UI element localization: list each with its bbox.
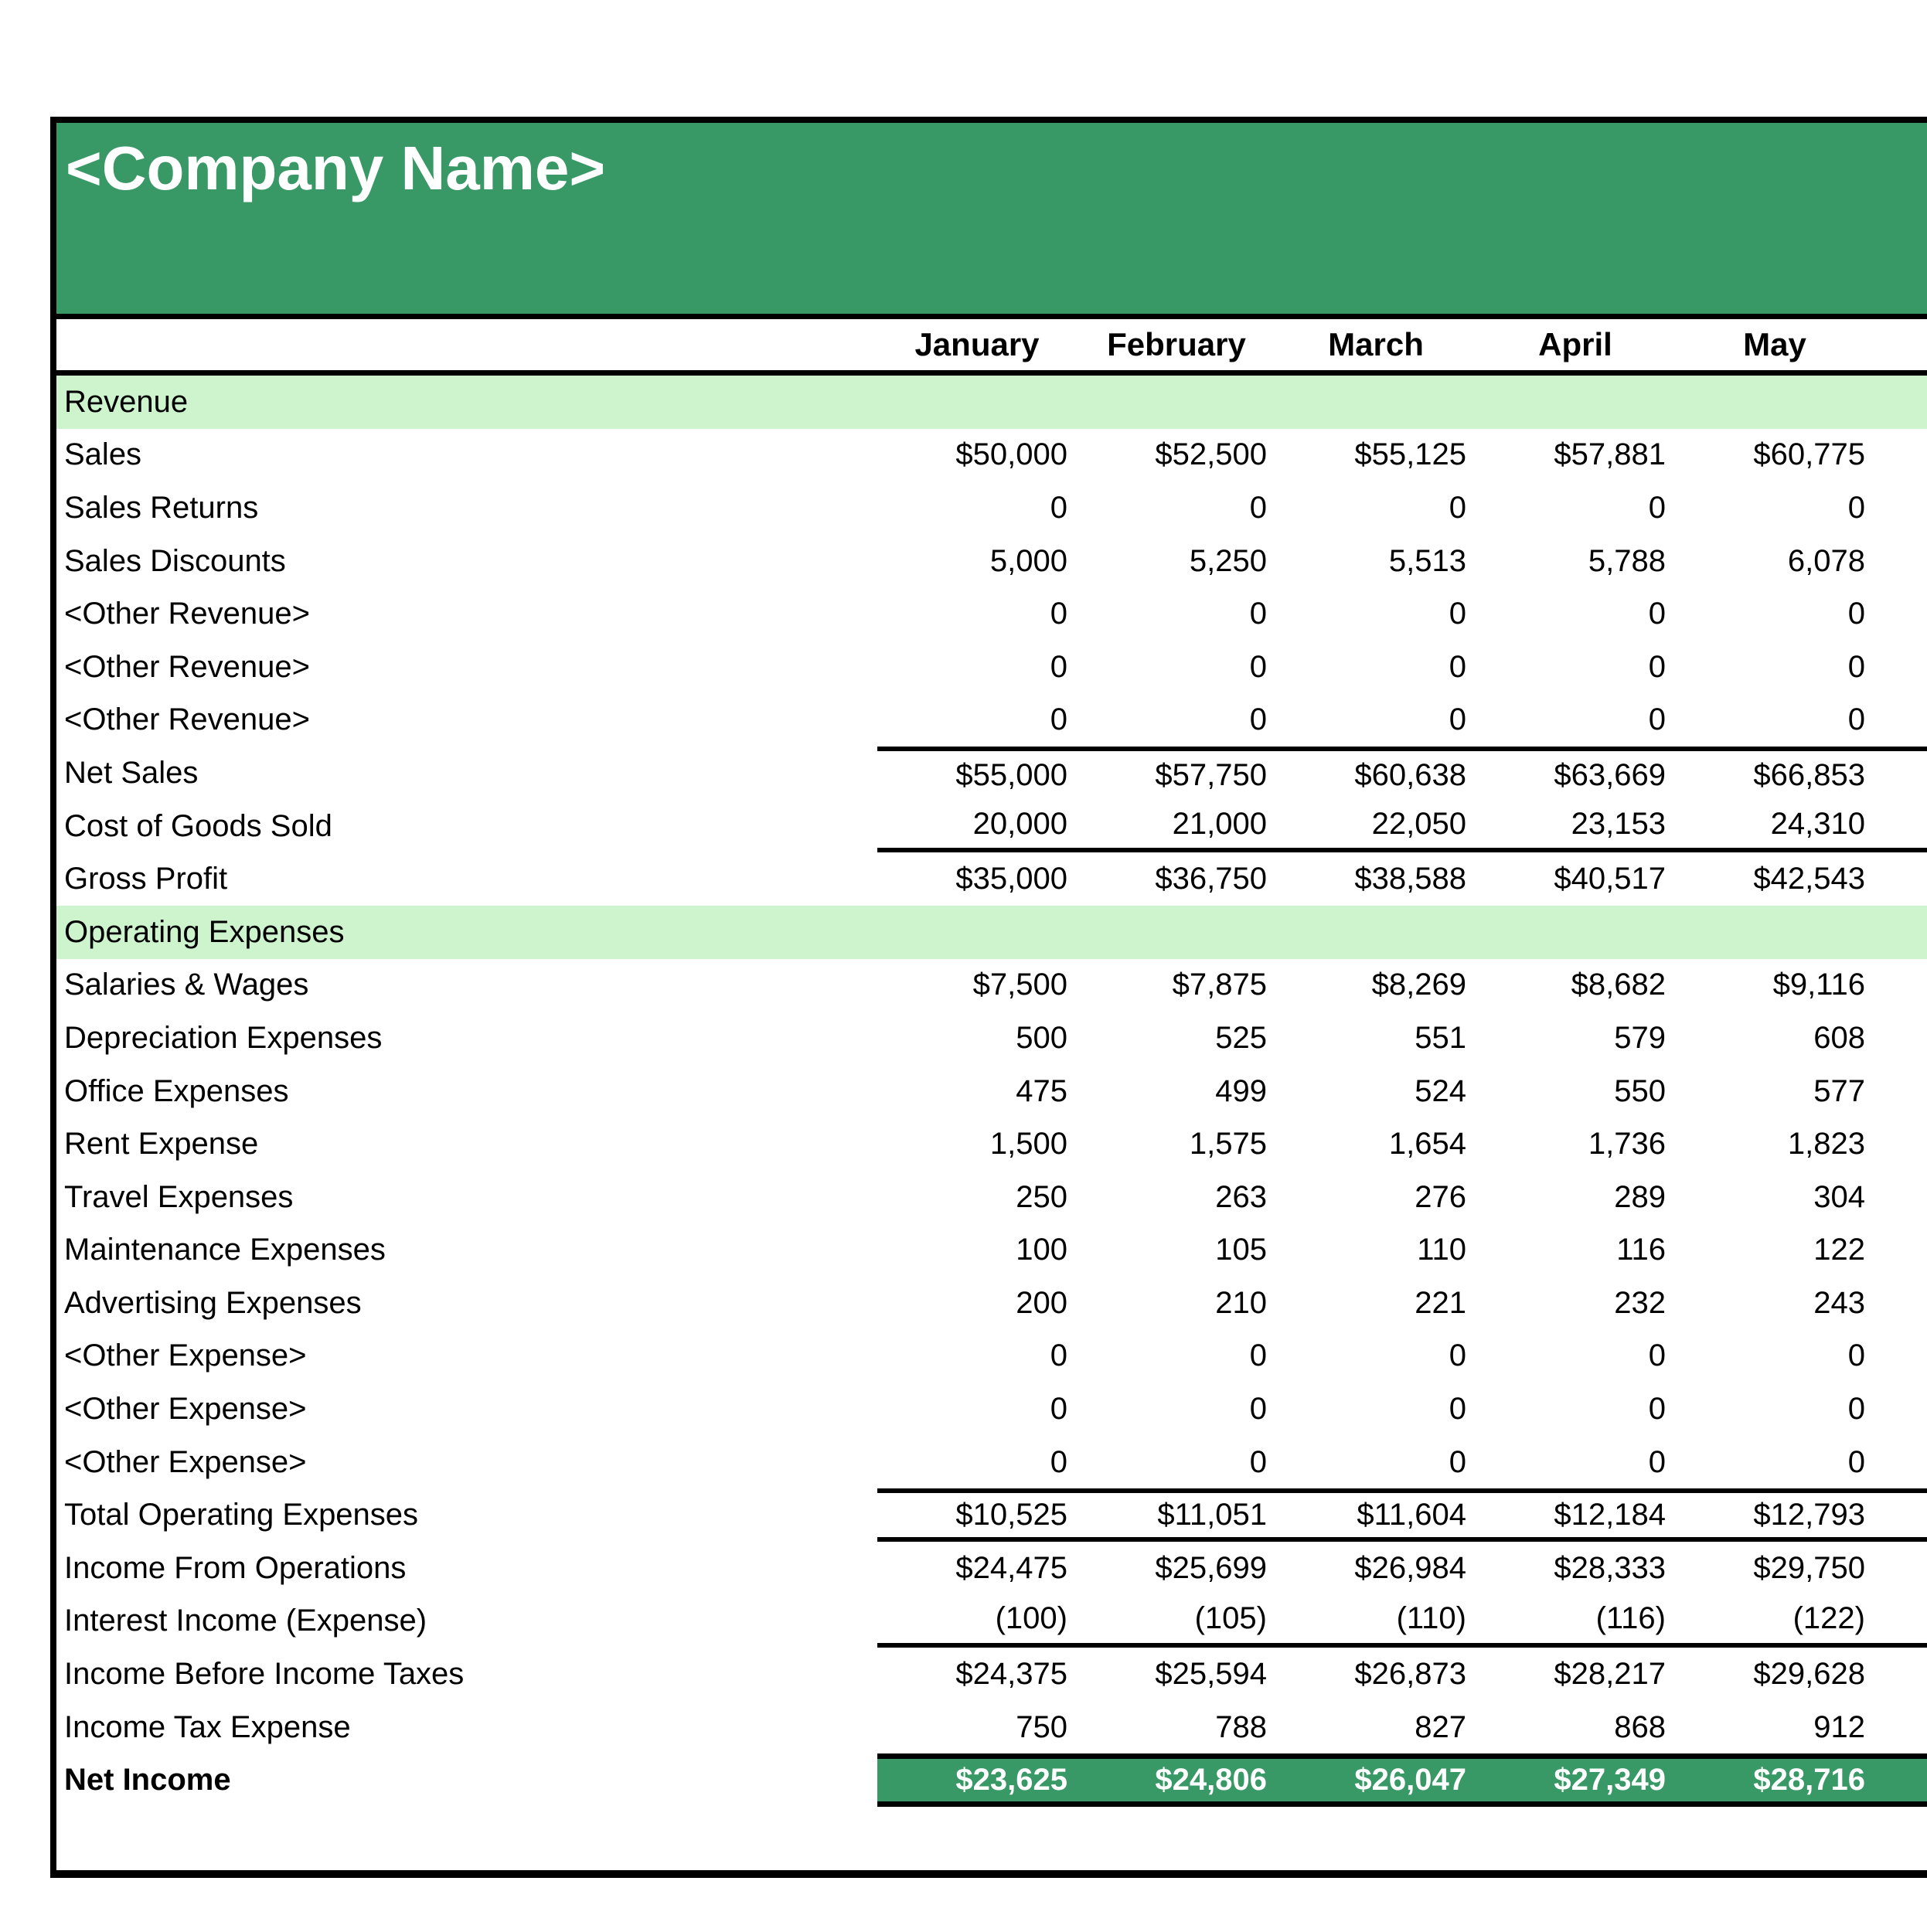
- empty-cell: [877, 376, 1077, 429]
- section-label: Operating Expenses: [64, 914, 345, 949]
- value-january: $7,500: [972, 968, 1067, 1002]
- row-label: Rent Expense: [64, 1127, 259, 1162]
- empty-cell: [1675, 906, 1874, 959]
- value-may: 0: [1847, 1444, 1865, 1479]
- stub-cell: [1874, 800, 1927, 849]
- value-april: $8,682: [1571, 968, 1666, 1002]
- stub-cell: [1874, 1542, 1927, 1595]
- value-march: $26,047: [1354, 1763, 1466, 1798]
- row-label: Income Tax Expense: [64, 1709, 351, 1744]
- value-may: (122): [1793, 1601, 1865, 1636]
- value-cells: [877, 1701, 1927, 1754]
- value-cells: [877, 1012, 1927, 1065]
- row-label: Office Expenses: [64, 1073, 289, 1108]
- value-march: 221: [1415, 1285, 1466, 1320]
- value-may: $29,750: [1753, 1550, 1865, 1585]
- value-march: 0: [1449, 1392, 1466, 1427]
- value-may: 0: [1847, 597, 1865, 631]
- empty-cell: [1276, 906, 1476, 959]
- value-february: $24,806: [1155, 1763, 1267, 1798]
- value-may: $66,853: [1753, 757, 1865, 792]
- value-january: 20,000: [972, 806, 1067, 841]
- value-april: 0: [1648, 1338, 1666, 1373]
- value-cells: [877, 1171, 1927, 1224]
- value-march: 0: [1449, 1444, 1466, 1479]
- row-label: Sales Returns: [64, 490, 259, 525]
- value-march: 0: [1449, 597, 1466, 631]
- value-january: 750: [1016, 1709, 1067, 1744]
- stub-cell: [1874, 1759, 1927, 1801]
- value-january: 100: [1016, 1233, 1067, 1267]
- row-sales: [56, 429, 1927, 482]
- row-label: Sales: [64, 437, 142, 472]
- value-march: 22,050: [1371, 806, 1466, 841]
- value-january: $24,375: [955, 1657, 1067, 1692]
- column-header-row: [56, 319, 1927, 376]
- value-march: 0: [1449, 702, 1466, 737]
- row-label: Total Operating Expenses: [64, 1498, 419, 1532]
- value-february: 0: [1249, 597, 1267, 631]
- stub-cell: [1874, 694, 1927, 747]
- value-march: 0: [1449, 649, 1466, 684]
- row-label: Travel Expenses: [64, 1179, 294, 1214]
- value-march: $38,588: [1354, 862, 1466, 896]
- row-advertising-expenses: [56, 1277, 1927, 1330]
- value-february: $52,500: [1155, 437, 1267, 472]
- row-label: Depreciation Expenses: [64, 1020, 383, 1055]
- row-label: Net Sales: [64, 755, 199, 790]
- value-may: 577: [1813, 1073, 1865, 1108]
- row-other-revenue: [56, 641, 1927, 694]
- row-sales-discounts: [56, 535, 1927, 588]
- value-february: 5,250: [1189, 543, 1267, 578]
- row-label: <Other Revenue>: [64, 597, 310, 631]
- stub-cell: [1874, 1595, 1927, 1644]
- empty-cell: [1077, 906, 1276, 959]
- value-cells: [877, 429, 1927, 482]
- row-other-expense: [56, 1383, 1927, 1436]
- row-gross-profit: [56, 852, 1927, 906]
- value-may: $28,716: [1753, 1763, 1865, 1798]
- value-january: 500: [1016, 1020, 1067, 1055]
- value-cells: [877, 1436, 1927, 1489]
- value-may: 0: [1847, 1338, 1865, 1373]
- stub-cell: [1874, 1012, 1927, 1065]
- value-january: 5,000: [989, 543, 1067, 578]
- value-april: 116: [1616, 1233, 1666, 1267]
- value-february: 0: [1249, 490, 1267, 525]
- value-may: $60,775: [1753, 437, 1865, 472]
- value-march: $26,873: [1354, 1657, 1466, 1692]
- value-january: $24,475: [955, 1550, 1067, 1585]
- value-cells: [877, 1330, 1927, 1383]
- row-label: <Other Expense>: [64, 1338, 307, 1373]
- value-may: $29,628: [1753, 1657, 1865, 1692]
- value-cells: [877, 694, 1927, 747]
- row-income-from-operations: [56, 1542, 1927, 1595]
- value-february: 0: [1249, 1392, 1267, 1427]
- value-cells: [877, 1277, 1927, 1330]
- value-cells: [877, 1117, 1927, 1171]
- value-may: 0: [1847, 490, 1865, 525]
- value-cells: [877, 1595, 1927, 1648]
- row-interest-income-expense: [56, 1595, 1927, 1648]
- value-january: 200: [1016, 1285, 1067, 1320]
- value-may: 304: [1813, 1179, 1865, 1214]
- value-february: 1,575: [1189, 1127, 1267, 1162]
- value-february: $7,875: [1172, 968, 1267, 1002]
- row-travel-expenses: [56, 1171, 1927, 1224]
- value-january: 0: [1050, 1338, 1067, 1373]
- net-income-band: [877, 1753, 1927, 1807]
- value-may: 1,823: [1787, 1127, 1865, 1162]
- value-february: 499: [1215, 1073, 1267, 1108]
- value-cells: [877, 800, 1927, 853]
- row-rent-expense: [56, 1117, 1927, 1171]
- value-march: 0: [1449, 1338, 1466, 1373]
- value-january: 250: [1016, 1179, 1067, 1214]
- section-row-revenue: [56, 376, 1927, 429]
- value-april: 0: [1648, 597, 1666, 631]
- column-header-february: February: [1107, 326, 1246, 362]
- value-february: $36,750: [1155, 862, 1267, 896]
- value-march: 827: [1415, 1709, 1466, 1744]
- value-february: 0: [1249, 702, 1267, 737]
- column-header-may: May: [1743, 326, 1806, 362]
- stub-cell: [1874, 1224, 1927, 1277]
- value-april: $28,333: [1554, 1550, 1666, 1585]
- value-january: 0: [1050, 597, 1067, 631]
- stub-cell: [1874, 1436, 1927, 1489]
- value-april: 1,736: [1588, 1127, 1666, 1162]
- row-label: Gross Profit: [64, 862, 228, 896]
- value-cells: [877, 535, 1927, 588]
- value-march: 276: [1415, 1179, 1466, 1214]
- value-april: $57,881: [1554, 437, 1666, 472]
- value-march: $55,125: [1354, 437, 1466, 472]
- row-label: Advertising Expenses: [64, 1285, 362, 1320]
- value-may: $42,543: [1753, 862, 1865, 896]
- section-label: Revenue: [64, 384, 189, 419]
- empty-cell: [877, 906, 1077, 959]
- value-january: $50,000: [955, 437, 1067, 472]
- stub-cell: [1874, 1171, 1927, 1224]
- value-cells: [877, 641, 1927, 694]
- value-january: 0: [1050, 1392, 1067, 1427]
- stub-cell: [1874, 1065, 1927, 1118]
- value-april: $27,349: [1554, 1763, 1666, 1798]
- empty-cell: [1077, 376, 1276, 429]
- column-header-march: March: [1328, 326, 1424, 362]
- row-sales-returns: [56, 481, 1927, 535]
- value-february: 0: [1249, 1444, 1267, 1479]
- value-march: $60,638: [1354, 757, 1466, 792]
- value-may: 0: [1847, 1392, 1865, 1427]
- stub-cell: [1874, 1277, 1927, 1330]
- section-row-operating-expenses: [56, 906, 1927, 959]
- row-label: Sales Discounts: [64, 543, 286, 578]
- row-other-expense: [56, 1330, 1927, 1383]
- value-february: $11,051: [1157, 1498, 1267, 1532]
- value-january: 1,500: [989, 1127, 1067, 1162]
- value-may: $9,116: [1772, 968, 1865, 1002]
- row-other-revenue: [56, 587, 1927, 641]
- value-march: 1,654: [1388, 1127, 1466, 1162]
- value-april: (116): [1595, 1601, 1666, 1636]
- value-january: 0: [1050, 1444, 1067, 1479]
- empty-cell: [1476, 906, 1675, 959]
- value-may: $12,793: [1753, 1498, 1865, 1532]
- row-label: Cost of Goods Sold: [64, 808, 332, 843]
- value-may: 608: [1813, 1020, 1865, 1055]
- row-label: <Other Revenue>: [64, 702, 310, 737]
- value-january: $35,000: [955, 862, 1067, 896]
- value-april: 579: [1614, 1020, 1666, 1055]
- value-april: 0: [1648, 1392, 1666, 1427]
- stub-cell: [1874, 1493, 1927, 1537]
- value-february: 0: [1249, 1338, 1267, 1373]
- value-january: $10,525: [955, 1498, 1067, 1532]
- value-may: 243: [1813, 1285, 1865, 1320]
- value-january: 475: [1016, 1073, 1067, 1108]
- value-cells: [877, 747, 1927, 800]
- value-cells: [877, 1383, 1927, 1436]
- empty-cell: [1675, 376, 1874, 429]
- value-february: 210: [1215, 1285, 1267, 1320]
- stub-cell: [1874, 587, 1927, 641]
- column-header-april: April: [1538, 326, 1612, 362]
- value-april: $28,217: [1554, 1657, 1666, 1692]
- value-march: 524: [1415, 1073, 1466, 1108]
- value-april: $40,517: [1554, 862, 1666, 896]
- value-cells: [877, 481, 1927, 535]
- empty-cell: [1476, 376, 1675, 429]
- value-march: 5,513: [1388, 543, 1466, 578]
- value-february: 105: [1215, 1233, 1267, 1267]
- value-february: (105): [1194, 1601, 1267, 1636]
- value-cells: [877, 1488, 1927, 1542]
- value-april: 23,153: [1571, 806, 1666, 841]
- statement-rows: [56, 376, 1927, 1870]
- column-header-january: January: [914, 326, 1040, 362]
- stub-cell: [1874, 751, 1927, 800]
- value-april: $63,669: [1554, 757, 1666, 792]
- company-name-title: <Company Name>: [66, 134, 606, 202]
- value-cells: [877, 959, 1927, 1012]
- value-march: 110: [1417, 1233, 1466, 1267]
- value-february: $25,594: [1155, 1657, 1267, 1692]
- row-label: Maintenance Expenses: [64, 1233, 386, 1267]
- title-banner: [56, 123, 1927, 319]
- value-march: 0: [1449, 490, 1466, 525]
- row-label: Net Income: [64, 1763, 231, 1798]
- value-april: 5,788: [1588, 543, 1666, 578]
- row-income-tax-expense: [56, 1701, 1927, 1754]
- row-label: Income From Operations: [64, 1550, 407, 1585]
- row-label: Salaries & Wages: [64, 968, 309, 1002]
- stub-cell: [1874, 1648, 1927, 1701]
- value-february: 525: [1215, 1020, 1267, 1055]
- value-march: (110): [1396, 1601, 1466, 1636]
- value-may: 6,078: [1787, 543, 1865, 578]
- value-may: 912: [1813, 1709, 1865, 1744]
- blank-row: [56, 1807, 1927, 1870]
- stub-cell: [1874, 1701, 1927, 1754]
- row-label: Income Before Income Taxes: [64, 1657, 465, 1692]
- value-may: 24,310: [1770, 806, 1865, 841]
- value-cells: [877, 852, 1927, 906]
- value-cells: [877, 1542, 1927, 1595]
- value-april: 550: [1614, 1073, 1666, 1108]
- value-february: 21,000: [1172, 806, 1267, 841]
- value-january: 0: [1050, 702, 1067, 737]
- value-january: (100): [995, 1601, 1067, 1636]
- value-may: 122: [1813, 1233, 1865, 1267]
- value-february: 263: [1215, 1179, 1267, 1214]
- row-income-before-income-taxes: [56, 1648, 1927, 1701]
- stub-cell: [1874, 535, 1927, 588]
- value-cells: [877, 1065, 1927, 1118]
- value-april: 232: [1614, 1285, 1666, 1320]
- value-january: $55,000: [955, 757, 1067, 792]
- value-february: 0: [1249, 649, 1267, 684]
- stub-cell: [1874, 429, 1927, 482]
- value-april: 0: [1648, 649, 1666, 684]
- value-april: 0: [1648, 702, 1666, 737]
- row-office-expenses: [56, 1065, 1927, 1118]
- stub-cell: [1874, 852, 1927, 906]
- stub-cell: [1874, 959, 1927, 1012]
- stub-cell: [1874, 481, 1927, 535]
- row-maintenance-expenses: [56, 1224, 1927, 1277]
- section-band: [877, 376, 1927, 429]
- value-march: $26,984: [1354, 1550, 1466, 1585]
- value-january: $23,625: [955, 1763, 1067, 1798]
- income-statement-sheet: [50, 117, 1927, 1878]
- value-may: 0: [1847, 702, 1865, 737]
- stub-cell: [1874, 376, 1927, 429]
- value-cells: [877, 587, 1927, 641]
- row-label: <Other Expense>: [64, 1392, 307, 1427]
- stub-cell: [1874, 906, 1927, 959]
- value-january: 0: [1050, 649, 1067, 684]
- value-cells: [877, 1648, 1927, 1701]
- row-other-expense: [56, 1436, 1927, 1489]
- value-january: 0: [1050, 490, 1067, 525]
- value-may: 0: [1847, 649, 1865, 684]
- section-band: [877, 906, 1927, 959]
- value-february: 788: [1215, 1709, 1267, 1744]
- row-salaries-wages: [56, 959, 1927, 1012]
- row-net-sales: [56, 747, 1927, 800]
- stub-cell: [1874, 1330, 1927, 1383]
- row-label: <Other Expense>: [64, 1444, 307, 1479]
- value-february: $25,699: [1155, 1550, 1267, 1585]
- value-april: 289: [1614, 1179, 1666, 1214]
- value-march: $11,604: [1357, 1498, 1466, 1532]
- value-april: 0: [1648, 490, 1666, 525]
- value-april: 0: [1648, 1444, 1666, 1479]
- row-total-operating-expenses: [56, 1488, 1927, 1542]
- row-label: <Other Revenue>: [64, 649, 310, 684]
- value-april: 868: [1614, 1709, 1666, 1744]
- row-other-revenue: [56, 694, 1927, 747]
- row-cost-of-goods-sold: [56, 800, 1927, 853]
- row-depreciation-expenses: [56, 1012, 1927, 1065]
- empty-cell: [1276, 376, 1476, 429]
- stub-cell: [1874, 641, 1927, 694]
- value-february: $57,750: [1155, 757, 1267, 792]
- row-net-income: [56, 1753, 1927, 1807]
- stub-cell: [1874, 1383, 1927, 1436]
- stub-cell: [1874, 1117, 1927, 1171]
- value-march: 551: [1415, 1020, 1466, 1055]
- value-cells: [877, 1224, 1927, 1277]
- value-april: $12,184: [1554, 1498, 1666, 1532]
- value-march: $8,269: [1371, 968, 1466, 1002]
- row-label: Interest Income (Expense): [64, 1604, 427, 1638]
